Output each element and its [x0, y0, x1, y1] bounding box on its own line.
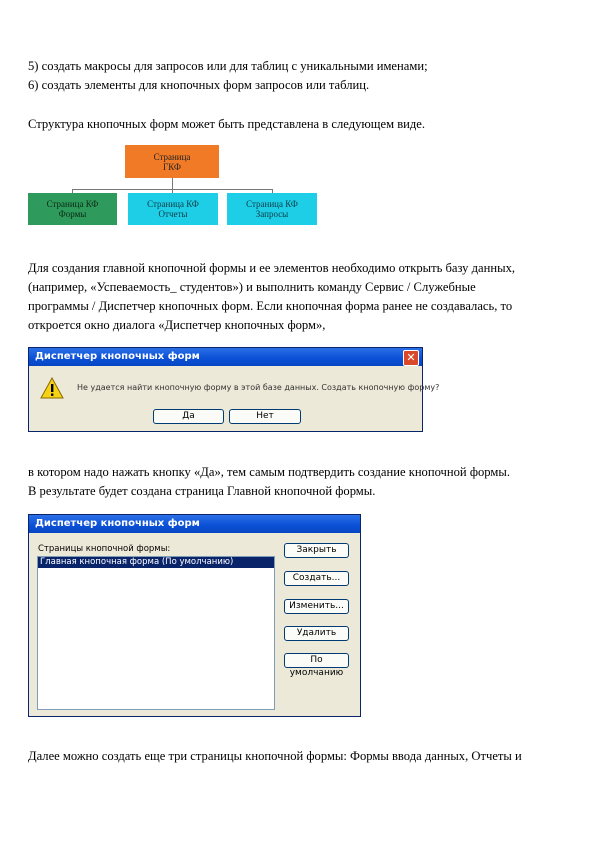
pages-listbox[interactable]: [37, 556, 275, 710]
text-line: в котором надо нажать кнопку «Да», тем самым подтвердить создание кнопочной формы.: [28, 465, 510, 479]
node-label: Запросы: [255, 209, 289, 219]
node-label: Страница КФ: [246, 199, 298, 209]
node-label: Формы: [58, 209, 87, 219]
dialog-message: Не удается найти кнопочную форму в этой базе данных. Создать кнопочную форму?: [77, 383, 440, 392]
diagram-node-queries: [227, 193, 317, 225]
close-button[interactable]: Закрыть: [284, 543, 349, 558]
diagram-node-forms: [28, 193, 117, 225]
no-button[interactable]: Нет: [229, 409, 301, 424]
node-label: ГКФ: [163, 161, 181, 172]
diagram-node-main: [125, 145, 219, 178]
warning-icon: [40, 377, 64, 399]
delete-button[interactable]: Удалить: [284, 626, 349, 641]
node-label: Страница КФ: [46, 199, 99, 209]
text-line: (например, «Успеваемость_ студентов») и выполнить команду Сервис / Служебные: [28, 280, 476, 294]
dialog-titlebar: [29, 515, 360, 533]
dialog-title: Диспетчер кнопочных форм: [35, 351, 200, 362]
dialog-title: Диспетчер кнопочных форм: [35, 518, 200, 529]
edit-button[interactable]: Изменить...: [284, 599, 349, 614]
text-line: 6) создать элементы для кнопочных форм запросов или таблиц.: [28, 78, 370, 92]
text-line: 5) создать макросы для запросов или для таблиц с уникальными именами;: [28, 59, 428, 73]
text-line: Далее можно создать еще три страницы кнопочной формы: Формы ввода данных, Отчеты и: [28, 749, 522, 763]
text-line: Структура кнопочных форм может быть представлена в следующем виде.: [28, 117, 426, 131]
node-label: Страница: [153, 151, 191, 162]
list-item[interactable]: Главная кнопочная форма (По умолчанию): [38, 557, 274, 568]
text-line: откроется окно диалога «Диспетчер кнопочных форм»,: [28, 318, 326, 332]
close-icon[interactable]: ✕: [403, 350, 419, 366]
text-line: В результате будет создана страница Главной кнопочной формы.: [28, 484, 376, 498]
pages-list-label: Страницы кнопочной формы:: [38, 544, 171, 554]
switchboard-manager-dialog: [28, 514, 361, 717]
text-line: Для создания главной кнопочной формы и ее элементов необходимо открыть базу данных,: [28, 261, 516, 275]
node-label: Страница КФ: [147, 199, 199, 209]
diagram-node-reports: [128, 193, 218, 225]
node-label: Отчеты: [158, 209, 188, 219]
dialog-titlebar: [29, 348, 422, 366]
text-line: программы / Диспетчер кнопочных форм. Если кнопочная форма ранее не создавалась, то: [28, 299, 513, 313]
create-button[interactable]: Создать...: [284, 571, 349, 586]
confirm-dialog: [28, 347, 440, 432]
yes-button[interactable]: Да: [153, 409, 224, 424]
default-button[interactable]: По умолчанию: [284, 653, 349, 668]
